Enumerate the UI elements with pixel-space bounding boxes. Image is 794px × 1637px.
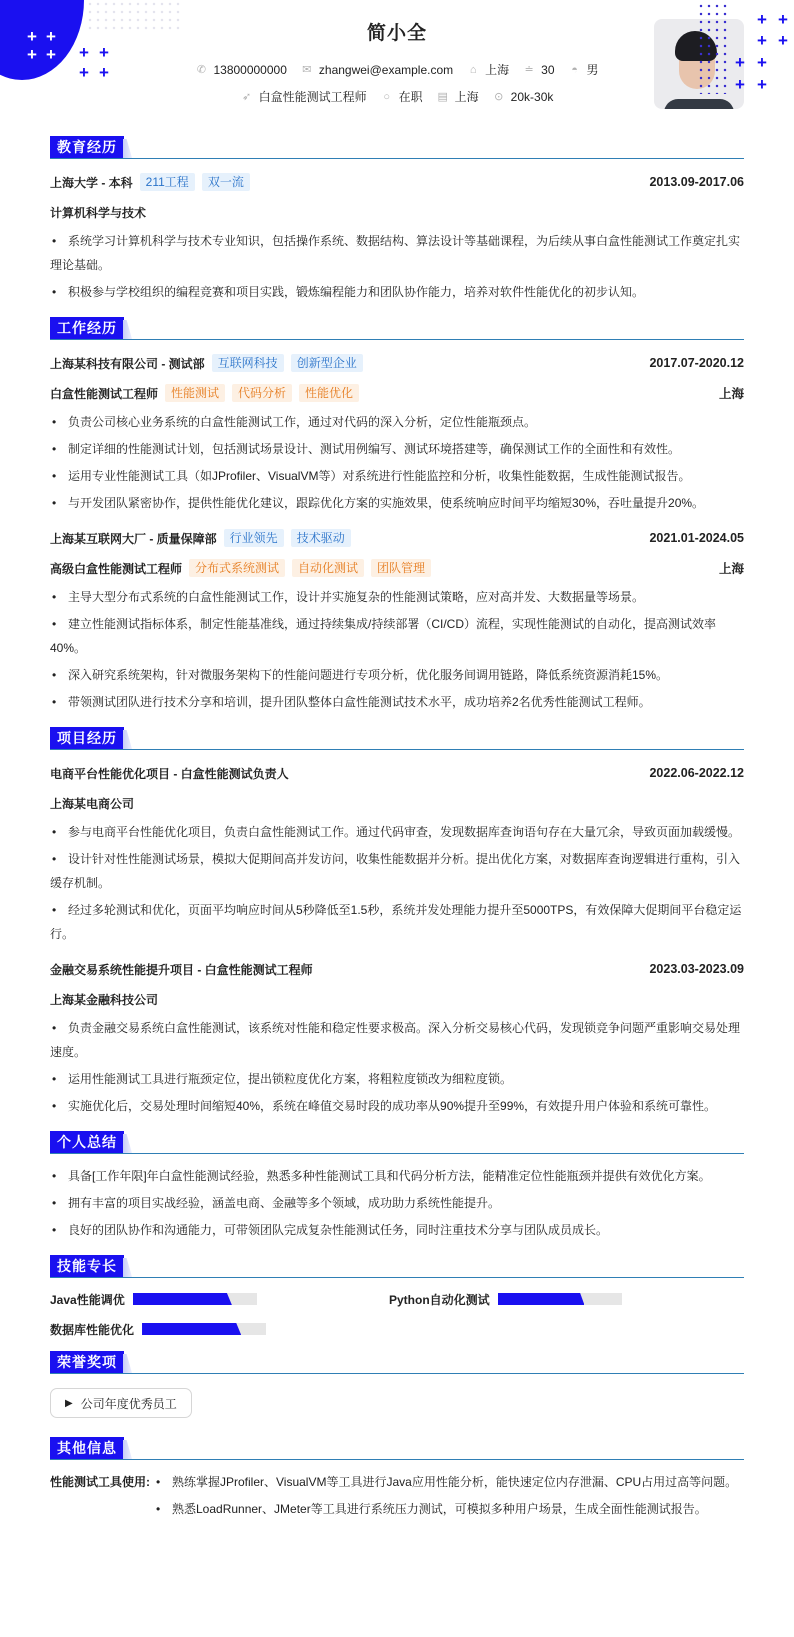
skill-level-bar [498, 1293, 622, 1305]
target-position-item: ➶ 白盒性能测试工程师 [242, 90, 367, 104]
skill-name: Java性能调优 [50, 1292, 125, 1307]
skills-grid [50, 1288, 744, 1338]
work-date: 2021.01-2024.05 [649, 531, 744, 545]
section-title: 工作经历 [50, 317, 124, 339]
plus-icon: + [757, 75, 767, 94]
list-item: • 制定详细的性能测试计划，包括测试场景设计、测试用例编写、测试环境搭建等，确保测试工作的全面性和有效性。 [50, 437, 744, 461]
list-item: • 运用性能测试工具进行瓶颈定位，提出锁粒度优化方案，将粗粒度锁改为细粒度锁。 [50, 1067, 744, 1091]
age-icon: ≐ [524, 64, 534, 76]
list-item: • 拥有丰富的项目实战经验，涵盖电商、金融等多个领域，成功助力系统性能提升。 [50, 1191, 744, 1215]
list-item: • 负责公司核心业务系统的白盒性能测试工作，通过对代码的深入分析，定位性能瓶颈点。 [50, 410, 744, 434]
honors-section [50, 1352, 744, 1424]
project-company: 上海某电商公司 [50, 796, 135, 811]
section-header [50, 1352, 744, 1374]
skill-item [389, 1290, 728, 1308]
skill-name: 数据库性能优化 [50, 1322, 135, 1337]
home-icon: ⌂ [469, 63, 477, 76]
work-entry [50, 525, 744, 714]
list-item: • 主导大型分布式系统的白盒性能测试工作，设计并实施复杂的性能测试策略，应对高并发、大数据量等场景。 [50, 585, 744, 609]
job-title: 高级白盒性能测试工程师 [50, 561, 183, 576]
work-date: 2017.07-2020.12 [649, 356, 744, 370]
list-item: • 带领测试团队进行技术分享和培训，提升团队整体白盒性能测试技术水平，成功培养2名优秀性能测试工程师。 [50, 690, 744, 714]
section-title: 荣誉奖项 [50, 1351, 124, 1373]
education-date: 2013.09-2017.06 [649, 175, 744, 189]
skill-name: Python自动化测试 [389, 1292, 490, 1307]
list-item: • 建立性能测试指标体系，制定性能基准线，通过持续集成/持续部署（CI/CD）流程，实现性能测试的自动化，提高测试效率40%。 [50, 612, 744, 660]
list-item: • 良好的团队协作和沟通能力，可带领团队完成复杂性能测试任务，同时注重技术分享与团队成员成长。 [50, 1218, 744, 1242]
skill-item [50, 1290, 389, 1308]
role-tag: 性能优化 [299, 384, 359, 402]
age-item: ≐ 30 [524, 62, 555, 77]
skills-section [50, 1256, 744, 1338]
skill-level-fill [133, 1293, 232, 1305]
company-tag: 技术驱动 [291, 529, 351, 547]
section-header [50, 137, 744, 159]
plus-icon: + [735, 75, 745, 94]
skill-level-fill [498, 1293, 585, 1305]
plus-icon: + [27, 45, 37, 64]
salary-icon: ⊙ [494, 91, 504, 103]
project-entry [50, 760, 744, 946]
plus-icon: + [778, 10, 788, 29]
work-location: 上海 [718, 387, 744, 401]
skill-level-bar [133, 1293, 257, 1305]
section-title: 教育经历 [50, 136, 124, 158]
phone-item: ✆ 13800000000 [196, 62, 287, 77]
summary-bullets [50, 1164, 744, 1242]
play-triangle-icon: ▶ [65, 1397, 73, 1409]
section-header [50, 728, 744, 750]
list-item: • 具备[工作年限]年白盒性能测试经验，熟悉多种性能测试工具和代码分析方法，能精准定位性能瓶颈并提供有效优化方案。 [50, 1164, 744, 1188]
projects-section [50, 728, 744, 1118]
education-bullets [50, 229, 744, 304]
role-tag: 分布式系统测试 [189, 559, 285, 577]
skill-level-fill [142, 1323, 241, 1335]
work-section [50, 318, 744, 714]
candidate-name: 简小全 [366, 23, 427, 44]
project-company: 上海某金融科技公司 [50, 992, 159, 1007]
plus-icon: + [757, 53, 767, 72]
role-tag: 性能测试 [165, 384, 225, 402]
school-tag: 双一流 [202, 173, 250, 191]
role-tag: 代码分析 [232, 384, 292, 402]
project-name: 电商平台性能优化项目 - 白盒性能测试负责人 [50, 766, 289, 781]
salary-item: ⊙ 20k-30k [494, 89, 554, 104]
other-info [50, 1470, 744, 1530]
school-name: 上海大学 - 本科 [50, 175, 133, 190]
list-item: • 运用专业性能测试工具（如JProfiler、VisualVM等）对系统进行性能监控和分析，收集性能数据，生成性能测试报告。 [50, 464, 744, 488]
section-title: 个人总结 [50, 1131, 124, 1153]
school-tag: 211工程 [140, 173, 195, 191]
work-entry [50, 350, 744, 515]
work-bullets [50, 585, 744, 714]
project-bullets [50, 1016, 744, 1118]
plus-icon: + [735, 53, 745, 72]
location-item: ⌂ 上海 [467, 61, 509, 78]
job-status-item: ○ 在职 [381, 88, 423, 105]
skill-level-bar [142, 1323, 266, 1335]
plus-icon: + [27, 27, 37, 46]
project-entry [50, 956, 744, 1118]
project-name: 金融交易系统性能提升项目 - 白盒性能测试工程师 [50, 962, 313, 977]
project-date: 2023.03-2023.09 [649, 962, 744, 976]
company-name: 上海某科技有限公司 - 测试部 [50, 356, 205, 371]
section-title: 项目经历 [50, 727, 124, 749]
list-item: • 经过多轮测试和优化，页面平均响应时间从5秒降低至1.5秒，系统并发处理能力提升至5000TPS，有效保障大促期间平台稳定运行。 [50, 898, 744, 946]
company-name: 上海某互联网大厂 - 质量保障部 [50, 531, 217, 546]
role-tag: 自动化测试 [292, 559, 364, 577]
send-icon: ➶ [242, 91, 252, 103]
list-item: • 熟练掌握JProfiler、VisualVM等工具进行Java应用性能分析，能快速定位内存泄漏、CPU占用过高等问题。 [154, 1470, 744, 1494]
work-bullets [50, 410, 744, 515]
work-location: 上海 [718, 562, 744, 576]
role-tag: 团队管理 [371, 559, 431, 577]
resume-body [50, 137, 744, 1544]
list-item: • 设计针对性性能测试场景，模拟大促期间高并发访问，收集性能数据并分析。提出优化方案，对数据库查询逻辑进行重构，引入缓存机制。 [50, 847, 744, 895]
plus-icon: + [79, 43, 89, 62]
section-header [50, 1438, 744, 1460]
list-item: • 参与电商平台性能优化项目，负责白盒性能测试工作。通过代码审查，发现数据库查询语句存在大量冗余，导致页面加载缓慢。 [50, 820, 744, 844]
skill-item [50, 1320, 389, 1338]
other-section [50, 1438, 744, 1530]
list-item: • 积极参与学校组织的编程竞赛和项目实践，锻炼编程能力和团队协作能力，培养对软件性能优化的初步认知。 [50, 280, 744, 304]
major: 计算机科学与技术 [50, 205, 147, 220]
gender-icon: ◓ [571, 63, 578, 76]
decorative-dots-right [697, 2, 730, 94]
plus-icon: + [99, 63, 109, 82]
plus-icon: + [46, 45, 56, 64]
list-item: • 熟悉LoadRunner、JMeter等工具进行系统压力测试，可模拟多种用户场景，生成全面性能测试报告。 [154, 1497, 744, 1521]
email-item: ✉ zhangwei@example.com [302, 62, 454, 77]
project-date: 2022.06-2022.12 [649, 766, 744, 780]
plus-icon: + [99, 43, 109, 62]
project-bullets [50, 820, 744, 946]
section-title: 技能专长 [50, 1255, 124, 1277]
building-icon: ▤ [437, 91, 448, 103]
section-header [50, 1132, 744, 1154]
company-tag: 互联网科技 [212, 354, 284, 372]
job-title: 白盒性能测试工程师 [50, 386, 159, 401]
other-bullets [154, 1470, 744, 1524]
list-item: • 负责金融交易系统白盒性能测试，该系统对性能和稳定性要求极高。深入分析交易核心代码，发现锁竞争问题严重影响交易处理速度。 [50, 1016, 744, 1064]
gender-item: ◓ 男 [569, 61, 599, 78]
list-item: • 实施优化后，交易处理时间缩短40%，系统在峰值交易时段的成功率从90%提升至99%，有效提升用户体验和系统可靠性。 [50, 1094, 744, 1118]
list-item: • 与开发团队紧密协作，提供性能优化建议，跟踪优化方案的实施效果，使系统响应时间平均缩短30%，吞吐量提升20%。 [50, 491, 744, 515]
section-title: 其他信息 [50, 1437, 124, 1459]
other-label: 性能测试工具使用: [50, 1475, 150, 1489]
company-tag: 创新型企业 [291, 354, 363, 372]
list-item: • 深入研究系统架构，针对微服务架构下的性能问题进行专项分析，优化服务间调用链路，降低系统资源消耗15%。 [50, 663, 744, 687]
company-tag: 行业领先 [224, 529, 284, 547]
resume-header [0, 0, 794, 115]
phone-icon: ✆ [196, 64, 207, 76]
plus-icon: + [778, 31, 788, 50]
section-header [50, 318, 744, 340]
honor-label: 公司年度优秀员工 [80, 1396, 177, 1411]
list-item: • 系统学习计算机科学与技术专业知识，包括操作系统、数据结构、算法设计等基础课程，为后续从事白盒性能测试工作奠定扎实理论基础。 [50, 229, 744, 277]
plus-icon: + [757, 10, 767, 29]
section-header [50, 1256, 744, 1278]
education-section [50, 137, 744, 304]
plus-icon: + [757, 31, 767, 50]
plus-icon: + [79, 63, 89, 82]
plus-icon: + [46, 27, 56, 46]
mail-icon: ✉ [302, 64, 312, 76]
summary-section [50, 1132, 744, 1242]
status-icon: ○ [383, 90, 390, 103]
honor-badge [50, 1388, 192, 1418]
target-city-item: ▤ 上海 [437, 90, 479, 104]
